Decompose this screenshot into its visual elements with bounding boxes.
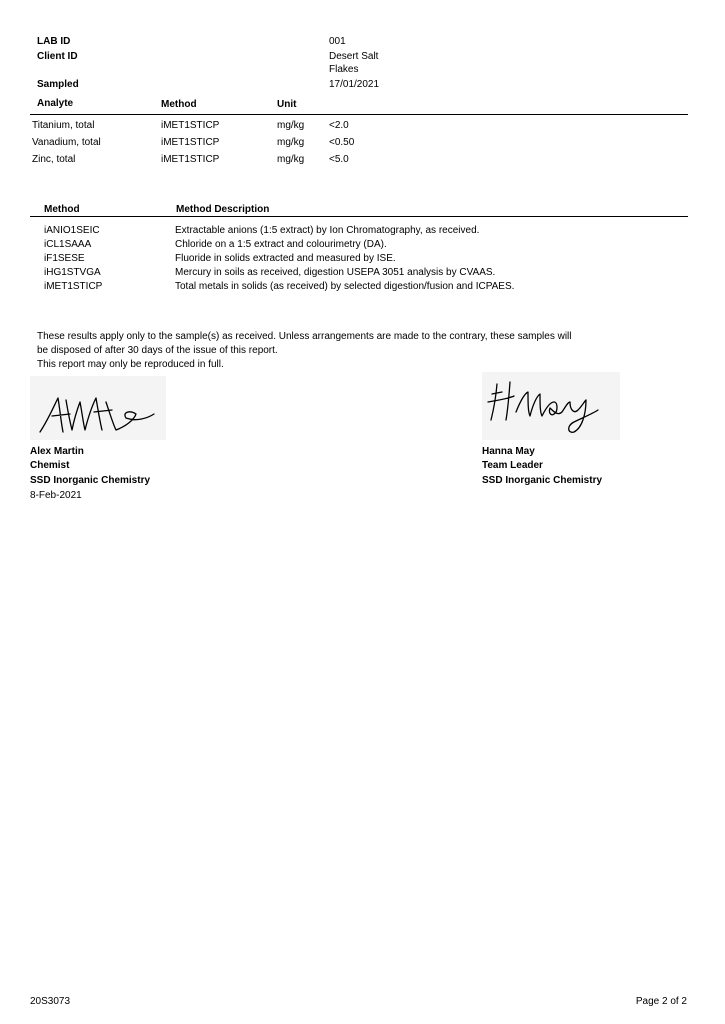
client-id-value-line1: Desert Salt <box>329 51 379 62</box>
disclaimer-line-3: This report may only be reproduced in full. <box>37 359 224 370</box>
analyte-cell: Zinc, total <box>32 154 76 165</box>
method-description-cell: Chloride on a 1:5 extract and colourimetry (DA). <box>175 239 387 250</box>
method-description-cell: Total metals in solids (as received) by selected digestion/fusion and ICPAES. <box>175 281 515 292</box>
method-code-cell: iMET1STICP <box>44 281 103 292</box>
method-code-cell: iHG1STVGA <box>44 267 101 278</box>
methods-header-description: Method Description <box>176 204 270 215</box>
method-code-cell: iF1SESE <box>44 253 85 264</box>
method-cell: iMET1STICP <box>161 137 220 148</box>
signatory-right-name: Hanna May <box>482 446 535 457</box>
footer-report-id: 20S3073 <box>30 996 71 1007</box>
methods-header-method: Method <box>44 204 80 215</box>
lab-id-value: 001 <box>329 36 346 47</box>
value-cell: <2.0 <box>329 120 349 131</box>
signatory-left-role: Chemist <box>30 460 70 471</box>
signatory-right-role: Team Leader <box>482 460 543 471</box>
method-code-cell: iCL1SAAA <box>44 239 92 250</box>
value-cell: <5.0 <box>329 154 349 165</box>
methods-header-rule <box>30 216 688 217</box>
signatory-left-name: Alex Martin <box>30 446 84 457</box>
unit-cell: mg/kg <box>277 120 305 131</box>
signatory-right-org: SSD Inorganic Chemistry <box>482 475 603 486</box>
signatory-left-org: SSD Inorganic Chemistry <box>30 475 151 486</box>
client-id-value-line2: Flakes <box>329 64 359 75</box>
disclaimer-line-2: be disposed of after 30 days of the issue of this report. <box>37 345 278 356</box>
method-cell: iMET1STICP <box>161 154 220 165</box>
signature-alex-martin <box>30 376 166 440</box>
results-header-rule <box>30 114 688 115</box>
value-cell: <0.50 <box>329 137 355 148</box>
results-header-method: Method <box>161 99 197 110</box>
signatory-left-date: 8-Feb-2021 <box>30 490 82 501</box>
footer-page-number: Page 2 of 2 <box>635 996 687 1007</box>
method-description-cell: Mercury in soils as received, digestion USEPA 3051 analysis by CVAAS. <box>175 267 496 278</box>
method-description-cell: Fluoride in solids extracted and measured by ISE. <box>175 253 396 264</box>
method-code-cell: iANIO1SEIC <box>44 225 100 236</box>
method-cell: iMET1STICP <box>161 120 220 131</box>
sampled-value: 17/01/2021 <box>329 79 380 90</box>
signature-hanna-may <box>482 372 620 440</box>
sampled-label: Sampled <box>37 79 79 90</box>
analyte-cell: Titanium, total <box>32 120 95 131</box>
results-header-unit: Unit <box>277 99 297 110</box>
analyte-cell: Vanadium, total <box>32 137 101 148</box>
results-header-analyte: Analyte <box>37 98 74 109</box>
unit-cell: mg/kg <box>277 154 305 165</box>
lab-id-label: LAB ID <box>37 36 71 47</box>
disclaimer-line-1: These results apply only to the sample(s) as received. Unless arrangements are made to the contrary, these samples will <box>37 331 572 342</box>
unit-cell: mg/kg <box>277 137 305 148</box>
client-id-label: Client ID <box>37 51 78 62</box>
method-description-cell: Extractable anions (1:5 extract) by Ion Chromatography, as received. <box>175 225 480 236</box>
